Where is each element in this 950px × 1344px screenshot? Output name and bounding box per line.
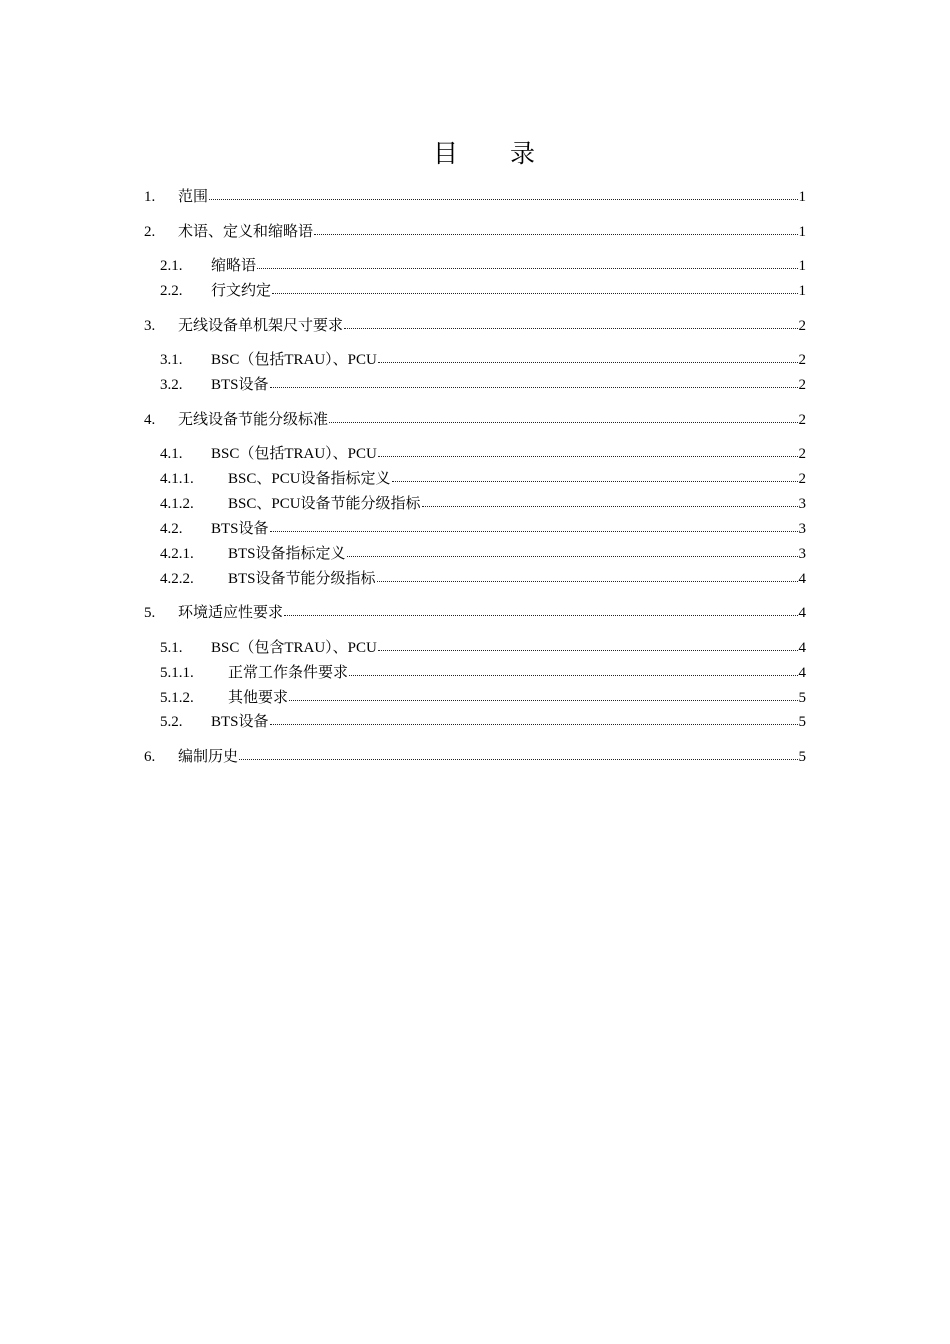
toc-entry-page: 5	[798, 749, 806, 765]
toc-entry[interactable]	[160, 636, 806, 658]
toc-entry-number: 2.	[144, 224, 156, 240]
toc-entry-page: 2	[798, 471, 806, 487]
toc-entry[interactable]	[160, 710, 806, 732]
toc-entry-text: BSC（包括TRAU）、PCU	[211, 352, 377, 368]
toc-entry-text: BTS设备	[211, 377, 269, 393]
toc-leader-dots	[270, 709, 798, 725]
toc-leader-dots	[347, 541, 798, 557]
toc-entry-number: 4.1.2.	[160, 496, 194, 512]
toc-leader-dots	[314, 219, 797, 235]
toc-entry-text: 其他要求	[228, 690, 289, 706]
toc-entry-page: 2	[798, 412, 806, 428]
toc-leader-dots	[378, 635, 798, 651]
toc-entry-text: BSC、PCU设备指标定义	[228, 471, 391, 487]
toc-entry-number: 5.1.2.	[160, 690, 194, 706]
toc-entry-text: 环境适应性要求	[178, 605, 284, 621]
toc-title-left: 目	[432, 139, 458, 168]
toc-leader-dots	[272, 278, 797, 294]
toc-entry-number: 5.	[144, 605, 156, 621]
toc-entry-number: 5.1.1.	[160, 665, 194, 681]
toc-entry-number: 3.2.	[160, 377, 183, 393]
toc-entry-number: 3.1.	[160, 352, 183, 368]
toc-entry[interactable]	[160, 492, 806, 514]
toc-title	[0, 134, 950, 170]
toc-entry[interactable]	[144, 601, 806, 623]
toc-entry[interactable]	[160, 567, 806, 589]
toc-entry[interactable]	[160, 542, 806, 564]
toc-entry[interactable]	[160, 686, 806, 708]
toc-entry-number: 5.1.	[160, 640, 183, 656]
toc-entry-text: BSC（包括TRAU）、PCU	[211, 446, 377, 462]
toc-entry-text: 正常工作条件要求	[228, 665, 349, 681]
toc-entry-text: 缩略语	[211, 258, 257, 274]
toc-entry-page: 2	[798, 318, 806, 334]
toc-entry[interactable]	[160, 348, 806, 370]
toc-entry-text: BSC（包含TRAU）、PCU	[211, 640, 377, 656]
toc-entry-page: 5	[798, 714, 806, 730]
toc-leader-dots	[257, 253, 797, 269]
toc-entry-page: 3	[798, 521, 806, 537]
toc-leader-dots	[239, 744, 797, 760]
toc-entry-text: BTS设备指标定义	[228, 546, 346, 562]
toc-entry-page: 4	[798, 571, 806, 587]
toc-leader-dots	[289, 685, 797, 701]
toc-leader-dots	[377, 566, 798, 582]
toc-leader-dots	[270, 516, 798, 532]
toc-entry[interactable]	[144, 314, 806, 336]
toc-entry-page: 1	[798, 283, 806, 299]
toc-leader-dots	[378, 441, 798, 457]
toc-entry-text: BTS设备节能分级指标	[228, 571, 376, 587]
toc-entry-text: 行文约定	[211, 283, 272, 299]
toc-entry-text: 编制历史	[178, 749, 239, 765]
toc-leader-dots	[378, 347, 798, 363]
toc-entry-page: 2	[798, 352, 806, 368]
toc-entry-text: 无线设备节能分级标准	[178, 412, 329, 428]
toc-entry-page: 1	[798, 189, 806, 205]
toc-entry-page: 3	[798, 546, 806, 562]
toc-entry-number: 1.	[144, 189, 156, 205]
toc-entry-text: BTS设备	[211, 521, 269, 537]
toc-title-right: 录	[510, 139, 536, 168]
toc-leader-dots	[209, 184, 797, 200]
toc-entry-number: 4.2.	[160, 521, 183, 537]
toc-entry-page: 4	[798, 665, 806, 681]
toc-entry[interactable]	[160, 517, 806, 539]
toc-entry-page: 2	[798, 446, 806, 462]
toc-entry-number: 2.2.	[160, 283, 183, 299]
toc-entry-page: 5	[798, 690, 806, 706]
toc-leader-dots	[392, 466, 798, 482]
toc-entry-page: 1	[798, 258, 806, 274]
toc-entry[interactable]	[144, 745, 806, 767]
toc-leader-dots	[344, 313, 797, 329]
toc-entry-text: BSC、PCU设备节能分级指标	[228, 496, 421, 512]
toc-entry[interactable]	[144, 408, 806, 430]
toc-entry[interactable]	[160, 373, 806, 395]
toc-entry-text: 范围	[178, 189, 209, 205]
toc-entry-page: 4	[798, 605, 806, 621]
toc-entry-number: 2.1.	[160, 258, 183, 274]
toc-entry[interactable]	[144, 185, 806, 207]
toc-entry[interactable]	[144, 220, 806, 242]
toc-entry[interactable]	[160, 279, 806, 301]
toc-entry-number: 5.2.	[160, 714, 183, 730]
toc-leader-dots	[270, 372, 798, 388]
toc-entry-page: 4	[798, 640, 806, 656]
toc-leader-dots	[284, 600, 797, 616]
toc-entry-number: 4.2.2.	[160, 571, 194, 587]
toc-entry-text: 无线设备单机架尺寸要求	[178, 318, 344, 334]
toc-leader-dots	[422, 491, 798, 507]
toc-entry-page: 1	[798, 224, 806, 240]
toc-leader-dots	[329, 407, 797, 423]
toc-entry-number: 4.1.	[160, 446, 183, 462]
toc-entry-number: 4.	[144, 412, 156, 428]
toc-entry-text: BTS设备	[211, 714, 269, 730]
toc-entry-page: 3	[798, 496, 806, 512]
toc-leader-dots	[349, 660, 797, 676]
toc-entry[interactable]	[160, 442, 806, 464]
toc-entry[interactable]	[160, 661, 806, 683]
toc-entry-number: 6.	[144, 749, 156, 765]
toc-entry-page: 2	[798, 377, 806, 393]
toc-entry-text: 术语、定义和缩略语	[178, 224, 314, 240]
toc-entry-number: 4.1.1.	[160, 471, 194, 487]
toc-entry[interactable]	[160, 254, 806, 276]
toc-entry[interactable]	[160, 467, 806, 489]
toc-entry-number: 4.2.1.	[160, 546, 194, 562]
toc-entry-number: 3.	[144, 318, 156, 334]
